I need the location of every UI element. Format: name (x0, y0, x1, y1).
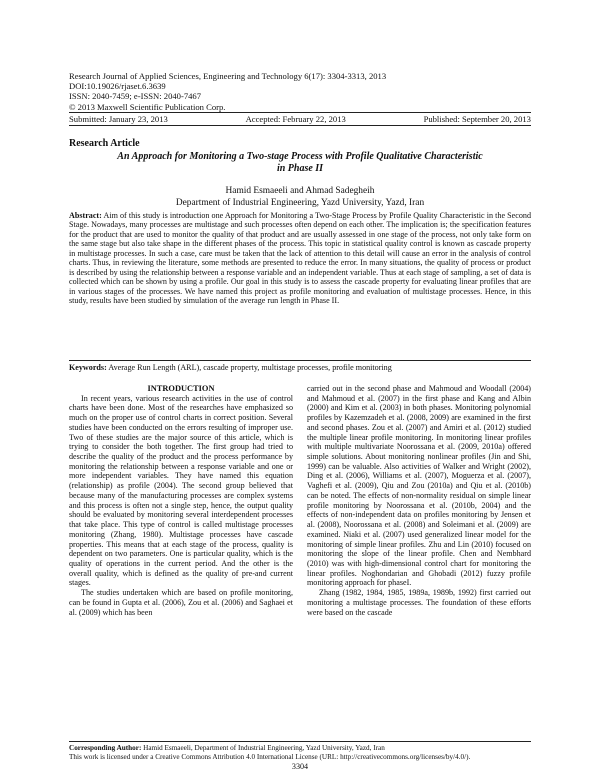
copyright: © 2013 Maxwell Scientific Publication Corp. (69, 101, 226, 112)
page-number: 3304 (291, 762, 309, 771)
abstract-text: Aim of this study is introduction one Approach for Monitoring a Two-Stage Process by Profile Quality Characteristic in the Second Stage. Nowadays, many processes are multistage and such processes often depend on each other. The implication is; the specification features for the product that are used to monitor the quality of that product and are usually assessed in one stage of the process, not only take form on the same stage but also take shape in the different phases of the process. This topic in statistical quality control is known as cascade property in multistage processes. In such a case, care must be taken that the lack of attention to this detail will cause an error in the analysis of control charts. Thus, in reviewing the literature, some methods are presented to reduce the error. In many situations, the quality of process or product is described by using the relationship between a response variable and an independent variable. Thus at each stage of sampling, a set of data is collected which can be shown by using a profile. Our goal in this study is to assess the cascade property for evaluating linear profiles that are in various stages of the processes. We have named this project as profile monitoring and evaluation of multistage processes. Hence, in this study, results have been studied by simulation of the average run length in Phase II. (69, 211, 531, 306)
journal-citation: Research Journal of Applied Sciences, Engineering and Technology 6(17): 3304-3313, 2013 (69, 71, 387, 81)
intro-paragraph-2: The studies undertaken which are based on profile monitoring, can be found in Gupta et al. (2006), Zou et al. (2006) and Saghaei et al. (2009) which has been (69, 588, 293, 617)
keywords-rule (69, 360, 531, 361)
title-line-2: in Phase II (276, 163, 324, 174)
author-names: Hamid Esmaeeli and Ahmad Sadegheih (225, 186, 375, 196)
affiliation: Department of Industrial Engineering, Yazd University, Yazd, Iran (175, 197, 425, 208)
header-rule-bottom (69, 125, 531, 126)
abstract-label: Abstract: (69, 211, 102, 220)
corresponding-text: Hamid Esmaeeli, Department of Industrial Engineering, Yazd University, Yazd, Iran (143, 744, 385, 752)
date-line (69, 114, 531, 124)
introduction-heading: INTRODUCTION (147, 384, 215, 393)
accepted-date: Accepted: February 22, 2013 (245, 114, 346, 124)
issn: ISSN: 2040-7459; e-ISSN: 2040-7467 (69, 91, 202, 102)
right-column (307, 384, 531, 617)
published-date: Published: September 20, 2013 (423, 114, 531, 124)
footer-rule (69, 741, 531, 742)
header-rule-top (69, 112, 531, 113)
article-type: Research Article (69, 138, 140, 149)
corresponding-label: Corresponding Author: (69, 744, 142, 752)
footer (69, 744, 531, 761)
author-block (69, 186, 531, 209)
keywords-label: Keywords: (69, 363, 107, 372)
keywords (69, 363, 531, 372)
intro-paragraph-3: carried out in the second phase and Mahmoud and Woodall (2004) and Mahmoud et al. (2007) in the first phase and Kang and Albin (2000) and Kim et al. (2003) in both phases. Monitoring polynomial profiles by Kazemzadeh et al. (2008, 2009) are examined in the first and second phases. Zou et al. (2007) and Amiri et al. (2012) studied the multiple linear profile monitoring. In monitoring linear profiles with multiple multivariate Noorossana et al. (2009, 2010a) offered simple solutions. About monitoring nonlinear profiles (Jin and Shi, 1999) can be valuable. Also activities of Walker and Wright (2002), Ding et al. (2006), Williams et al. (2007), Moguerza et al. (2007), Vaghefi et al. (2009), Qiu and Zou (2010a) and Qiu et al. (2010b) can be noted. The effects of non-normality residual on simple linear profile monitoring by Noorossana et al. (2010b, 2004) and the effects of non-independent data on profiles monitoring by Jensen et al. (2008), Noorossana et al. (2008) and Soleimani et al. (2009) are examined. Niaki et al. (2007) used generalized linear model for the monitoring of simple linear profiles. Zhu and Lin (2010) focused on monitoring the slope of the linear profile. Chen and Nembhard (2010) was with high-dimensional control chart for monitoring the linear profiles. Noghondarian and Ghobadi (2012) fuzzy profile monitoring approach for phaseI. (307, 384, 531, 588)
corresponding-author (69, 744, 531, 753)
journal-header (69, 71, 386, 112)
intro-paragraph-4: Zhang (1982, 1984, 1985, 1989a, 1989b, 1992) first carried out monitoring a multistage processes. The foundation of these efforts were based on the cascade (307, 588, 531, 617)
paper-title (69, 151, 531, 175)
keywords-text: Average Run Length (ARL), cascade property, multistage processes, profile monitoring (108, 363, 392, 372)
submitted-date: Submitted: January 23, 2013 (69, 114, 168, 124)
abstract (69, 211, 531, 306)
license-note: This work is licensed under a Creative Commons Attribution 4.0 International License (URL: http://creativecommons.org/licenses/by/4.0/). (69, 752, 471, 761)
left-column (69, 384, 293, 617)
intro-paragraph-1: In recent years, various research activities in the use of control charts have been done. Most of the researches have emphasized so much on the proper use of control charts in correct position. Several studies have been conducted on the errors resulting of improper use. Two of these studies are the major source of this article, which is trying to consider the both together. The first group had tried to describe the quality of the product and the process performance by monitoring the relationship between a response variable and one or more independent variables. They have named this equation (relationship) as profile (2004). The second group believed that because many of the manufacturing processes are complex systems and this process is often not a single step, hence, the output quality should be evaluated by monitoring several interdependent processes that take place. This type of control is called multistage processes monitoring (Zhang, 1980). Multistage processes have cascade properties. This means that at each stage of the process, quality is dependent on two parameters. One is particular quality, which is the quality of operations in the current period. And the other is the overall quality, which is defined as the quality of pre-and current stages. (69, 393, 293, 588)
title-line-1: An Approach for Monitoring a Two-stage Process with Profile Qualitative Characteristic (117, 151, 483, 162)
doi: DOI:10.19026/rjaset.6.3639 (69, 81, 166, 92)
